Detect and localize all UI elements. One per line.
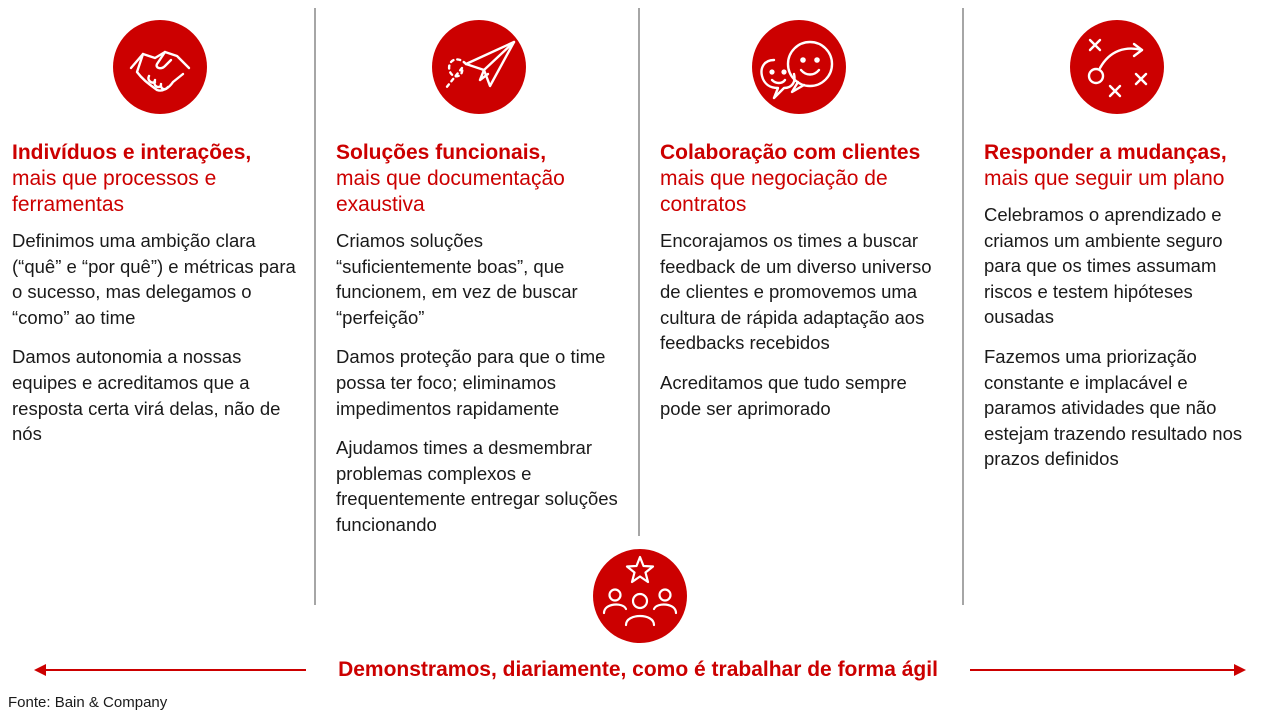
column-paragraph: Ajudamos times a desmembrar problemas complexos e frequentemente entregar soluções funcionando [336,437,618,535]
column-title: Responder a mudanças, [984,141,1227,164]
column-paragraph: Fazemos uma priorização constante e implacável e paramos atividades que não estejam trazendo resultado nos prazos definidos [984,345,1243,470]
column-title: Soluções funcionais, [336,141,547,164]
source-note: Fonte: Bain & Company [8,694,168,711]
speech-bubbles-icon [752,20,846,114]
column-paragraph: Criamos soluções “suficientemente boas”, que funcionem, em vez de buscar “perfeição” [336,230,578,328]
column-paragraph: Encorajamos os times a buscar feedback de um diverso universo de clientes e promovemos uma cultura de rápida adaptação aos feedbacks recebidos [660,230,932,354]
arrow-line [970,669,1236,671]
value-column [336,140,618,538]
column-title: Colaboração com clientes [660,141,921,164]
team-star-icon [593,549,687,643]
column-paragraph: Damos proteção para que o time possa ter foco; eliminamos impedimentos rapidamente [336,346,606,419]
arrow-line [44,669,306,671]
column-divider [314,8,316,605]
column-paragraph: Definimos uma ambição clara (“quê” e “por quê”) e métricas para o sucesso, mas delegamos o “como” ao time [12,230,296,328]
arrow-right-icon [1234,664,1246,676]
strategy-play-icon [1070,20,1164,114]
column-subtitle: mais que processos e ferramentas [12,167,217,216]
value-column [984,140,1260,472]
column-subtitle: mais que seguir um plano [984,167,1225,190]
column-paragraph: Celebramos o aprendizado e criamos um ambiente seguro para que os times assumam riscos e testem hipóteses ousadas [984,204,1223,328]
value-column [12,140,296,447]
column-subtitle: mais que documentação exaustiva [336,167,565,216]
handshake-icon [113,20,207,114]
column-divider [638,8,640,536]
banner-text: Demonstramos, diariamente, como é trabalhar de forma ágil [338,658,938,681]
column-paragraph: Damos autonomia a nossas equipes e acreditamos que a resposta certa virá delas, não de nós [12,346,281,445]
paper-plane-icon [432,20,526,114]
column-paragraph: Acreditamos que tudo sempre pode ser aprimorado [660,371,907,419]
column-title: Indivíduos e interações, [12,141,252,164]
value-column [660,140,950,421]
column-divider [962,8,964,605]
column-subtitle: mais que negociação de contratos [660,167,888,216]
